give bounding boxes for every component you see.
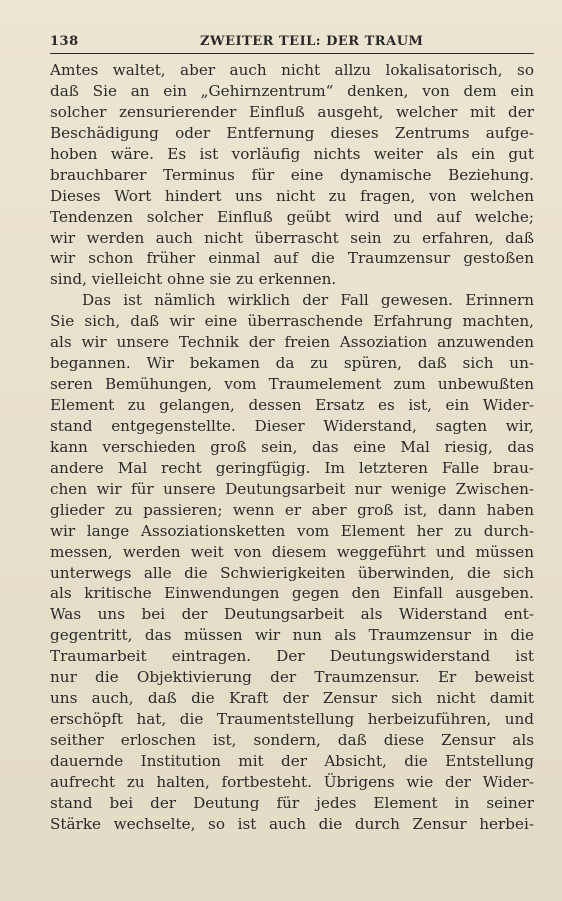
page-number: 138 <box>50 34 79 49</box>
running-head: ZWEITER TEIL: DER TRAUM <box>200 34 424 49</box>
text-line: Beschädigung oder Entfernung dieses Zentrums aufge- <box>50 123 534 142</box>
text-line: als kritische Einwendungen gegen den Einfall ausgeben. <box>50 584 534 603</box>
text-line: uns auch, daß die Kraft der Zensur sich nicht damit <box>50 689 534 708</box>
body-text <box>50 60 534 835</box>
header-rule <box>50 53 534 54</box>
text-line: andere Mal recht geringfügig. Im letzteren Falle brau- <box>50 458 534 477</box>
text-line: glieder zu passieren; wenn er aber groß ist, dann haben <box>50 500 534 519</box>
text-line: Sie sich, daß wir eine überraschende Erfahrung machten, <box>50 312 534 331</box>
text-line: hoben wäre. Es ist vorläufig nichts weiter als ein gut <box>50 144 534 163</box>
text-line: wir werden auch nicht überrascht sein zu erfahren, daß <box>50 228 534 247</box>
text-line: kann verschieden groß sein, das eine Mal riesig, das <box>50 437 534 456</box>
paragraph-start-line: Das ist nämlich wirklich der Fall gewesen. Erinnern <box>82 291 534 310</box>
text-line: daß Sie an ein „Gehirnzentrum“ denken, von dem ein <box>50 81 534 100</box>
paragraph-end-line: sind, vielleicht ohne sie zu erkennen. <box>50 270 337 289</box>
text-line: Was uns bei der Deutungsarbeit als Widerstand ent- <box>50 605 534 624</box>
text-line: Stärke wechselte, so ist auch die durch Zensur herbei- <box>50 814 534 833</box>
text-line: brauchbarer Terminus für eine dynamische Beziehung. <box>50 165 534 184</box>
text-line: wir lange Assoziationsketten vom Element her zu durch- <box>50 521 534 540</box>
text-line: nur die Objektivierung der Traumzensur. Er beweist <box>50 668 534 687</box>
text-line: chen wir für unsere Deutungsarbeit nur wenige Zwischen- <box>50 479 534 498</box>
text-line: unterwegs alle die Schwierigkeiten überwinden, die sich <box>50 563 534 582</box>
text-line: als wir unsere Technik der freien Assoziation anzuwenden <box>50 333 534 352</box>
text-line: messen, werden weit von diesem weggeführt und müssen <box>50 542 534 561</box>
text-line: aufrecht zu halten, fortbesteht. Übrigens wie der Wider- <box>50 772 534 791</box>
text-line: erschöpft hat, die Traumentstellung herbeizuführen, und <box>50 710 534 729</box>
text-line: Tendenzen solcher Einfluß geübt wird und auf welche; <box>50 207 534 226</box>
text-line: gegentritt, das müssen wir nun als Traumzensur in die <box>50 626 534 645</box>
text-line: begannen. Wir bekamen da zu spüren, daß sich un- <box>50 354 534 373</box>
text-line: stand entgegenstellte. Dieser Widerstand, sagten wir, <box>50 416 534 435</box>
text-line: dauernde Institution mit der Absicht, die Entstellung <box>50 751 534 770</box>
text-line: wir schon früher einmal auf die Traumzensur gestoßen <box>50 249 534 268</box>
text-line: seither erloschen ist, sondern, daß diese Zensur als <box>50 731 534 749</box>
page-header <box>50 34 534 54</box>
text-line: Traumarbeit eintragen. Der Deutungswiderstand ist <box>50 647 534 666</box>
text-line: solcher zensurierender Einfluß ausgeht, welcher mit der <box>50 102 534 121</box>
text-line: seren Bemühungen, vom Traumelement zum unbewußten <box>50 375 534 394</box>
text-line: Element zu gelangen, dessen Ersatz es ist, ein Wider- <box>50 396 534 414</box>
text-line: Dieses Wort hindert uns nicht zu fragen, von welchen <box>50 186 534 205</box>
text-line: Amtes waltet, aber auch nicht allzu lokalisatorisch, so <box>50 61 534 79</box>
text-line: stand bei der Deutung für jedes Element in seiner <box>50 793 534 812</box>
